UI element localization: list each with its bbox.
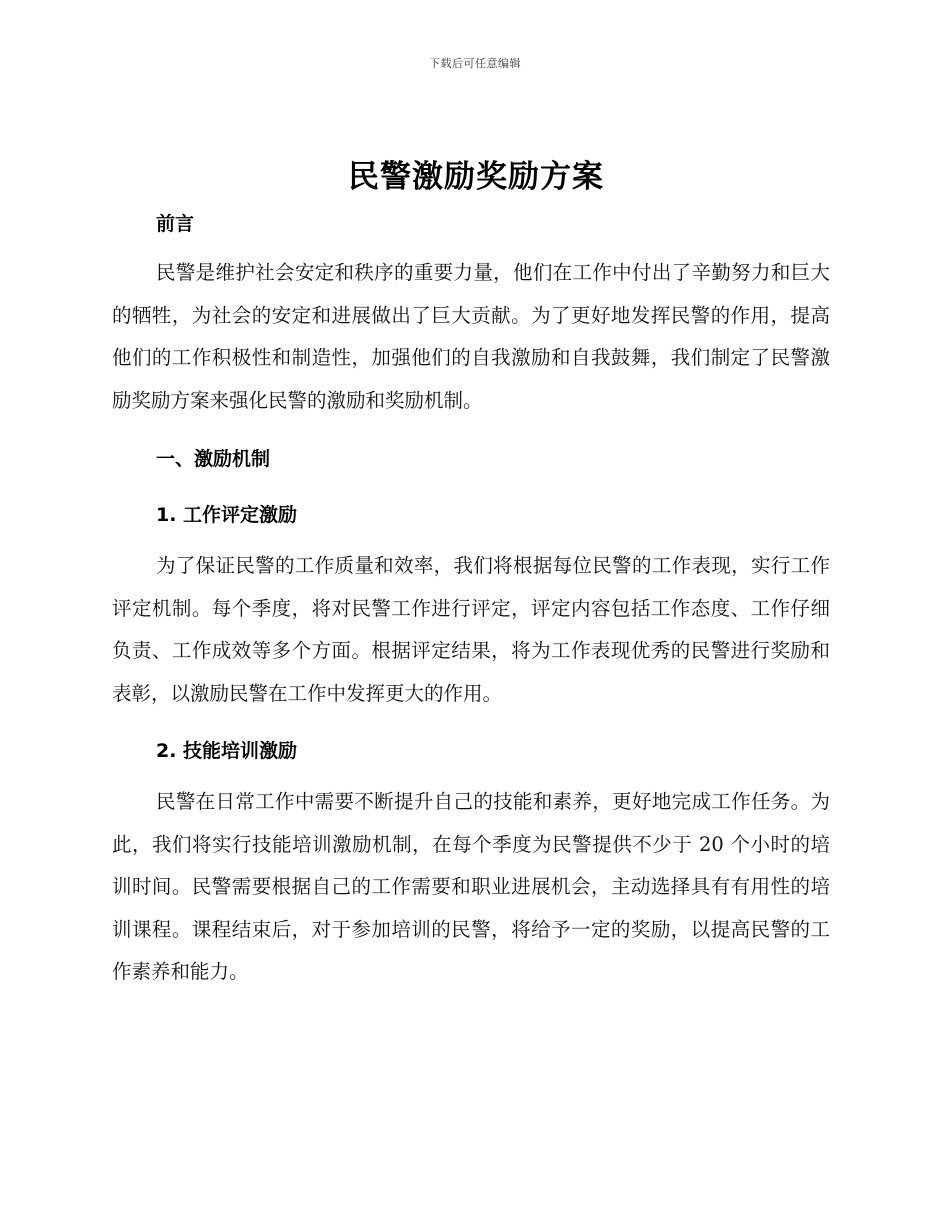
paragraph-preface: 民警是维护社会安定和秩序的重要力量，他们在工作中付出了辛勤努力和巨大的牺牲，为社会的安定和进展做出了巨大贡献。为了更好地发挥民警的作用，提高他们的工作积极性和制造性，加强他们的自我激励和自我鼓舞，我们制定了民警激励奖励方案来强化民警的激励和奖励机制。: [112, 261, 830, 412]
section-heading-preface: 前言: [156, 213, 195, 235]
paragraph-skill-training: 民警在日常工作中需要不断提升自己的技能和素养，更好地完成工作任务。为此，我们将实行技能培训激励机制，在每个季度为民警提供不少于 20 个小时的培训时间。民警需要根据自己的工作需要和职业进展机会，主动选择具有有用性的培训课程。课程结束后，对于参加培训的民警，将给予一定的奖励，以提高民警的工作素养和能力。: [112, 790, 830, 983]
subsection-heading-skill-training: 2. 技能培训激励: [156, 740, 298, 762]
document-title: 民警激励奖励方案: [348, 159, 604, 195]
section-heading-incentive-mechanism: 一、激励机制: [156, 448, 271, 470]
subsection-heading-work-evaluation: 1. 工作评定激励: [156, 504, 298, 526]
paragraph-work-evaluation: 为了保证民警的工作质量和效率，我们将根据每位民警的工作表现，实行工作评定机制。每个季度，将对民警工作进行评定，评定内容包括工作态度、工作仔细负责、工作成效等多个方面。根据评定结果，将为工作表现优秀的民警进行奖励和表彰，以激励民警在工作中发挥更大的作用。: [112, 554, 830, 705]
page-header-note: 下载后可任意编辑: [429, 57, 521, 70]
